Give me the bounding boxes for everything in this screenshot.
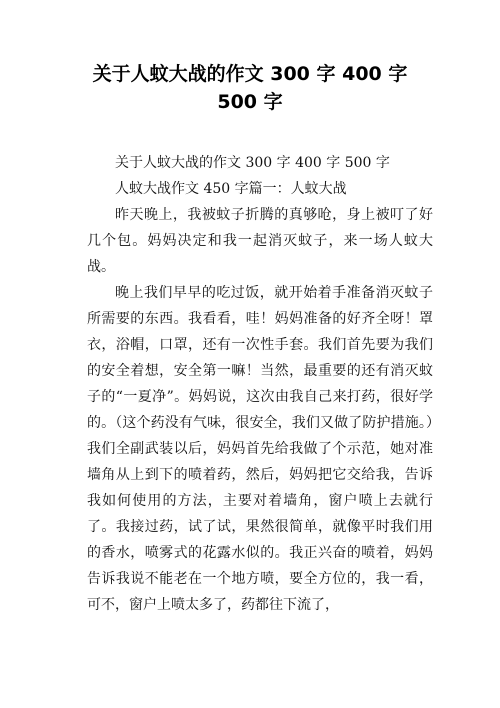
title-line-1: 关于人蚊大战的作文 300 字 400 字 (92, 63, 408, 85)
document-body (87, 150, 433, 618)
title-line-2: 500 字 (217, 91, 283, 113)
paragraph: 昨天晚上，我被蚊子折腾的真够呛，身上被叮了好几个包。妈妈决定和我一起消灭蚊子，来一场人蚊大战。 (87, 207, 433, 275)
paragraph-subtitle: 人蚊大战作文 450 字篇一：人蚊大战 (115, 181, 347, 197)
paragraph: 晚上我们早早的吃过饭，就开始着手准备消灭蚊子所需要的东西。我看看，哇！妈妈准备的好齐全呀！罩衣，浴帽，口罩，还有一次性手套。我们首先要为我们的安全着想，安全第一嘛！当然，最重要的还有消灭蚊子的“一夏净”。妈妈说，这次由我自己来打药，很好学的。（这个药没有气味，很安全，我们又做了防护措施。）我们全副武装以后，妈妈首先给我做了个示范，她对准墙角从上到下的喷着药，然后，妈妈把它交给我，告诉我如何使用的方法，主要对着墙角，窗户喷上去就行了。我接过药，试了试，果然很简单，就像平时我们用的香水，喷雾式的花露水似的。我正兴奋的喷着，妈妈告诉我说不能老在一个地方喷，要全方位的，我一看，可不，窗户上喷太多了，药都往下流了， (87, 285, 433, 613)
paragraph-heading: 关于人蚊大战的作文 300 字 400 字 500 字 (115, 155, 390, 171)
document-title (70, 60, 430, 116)
